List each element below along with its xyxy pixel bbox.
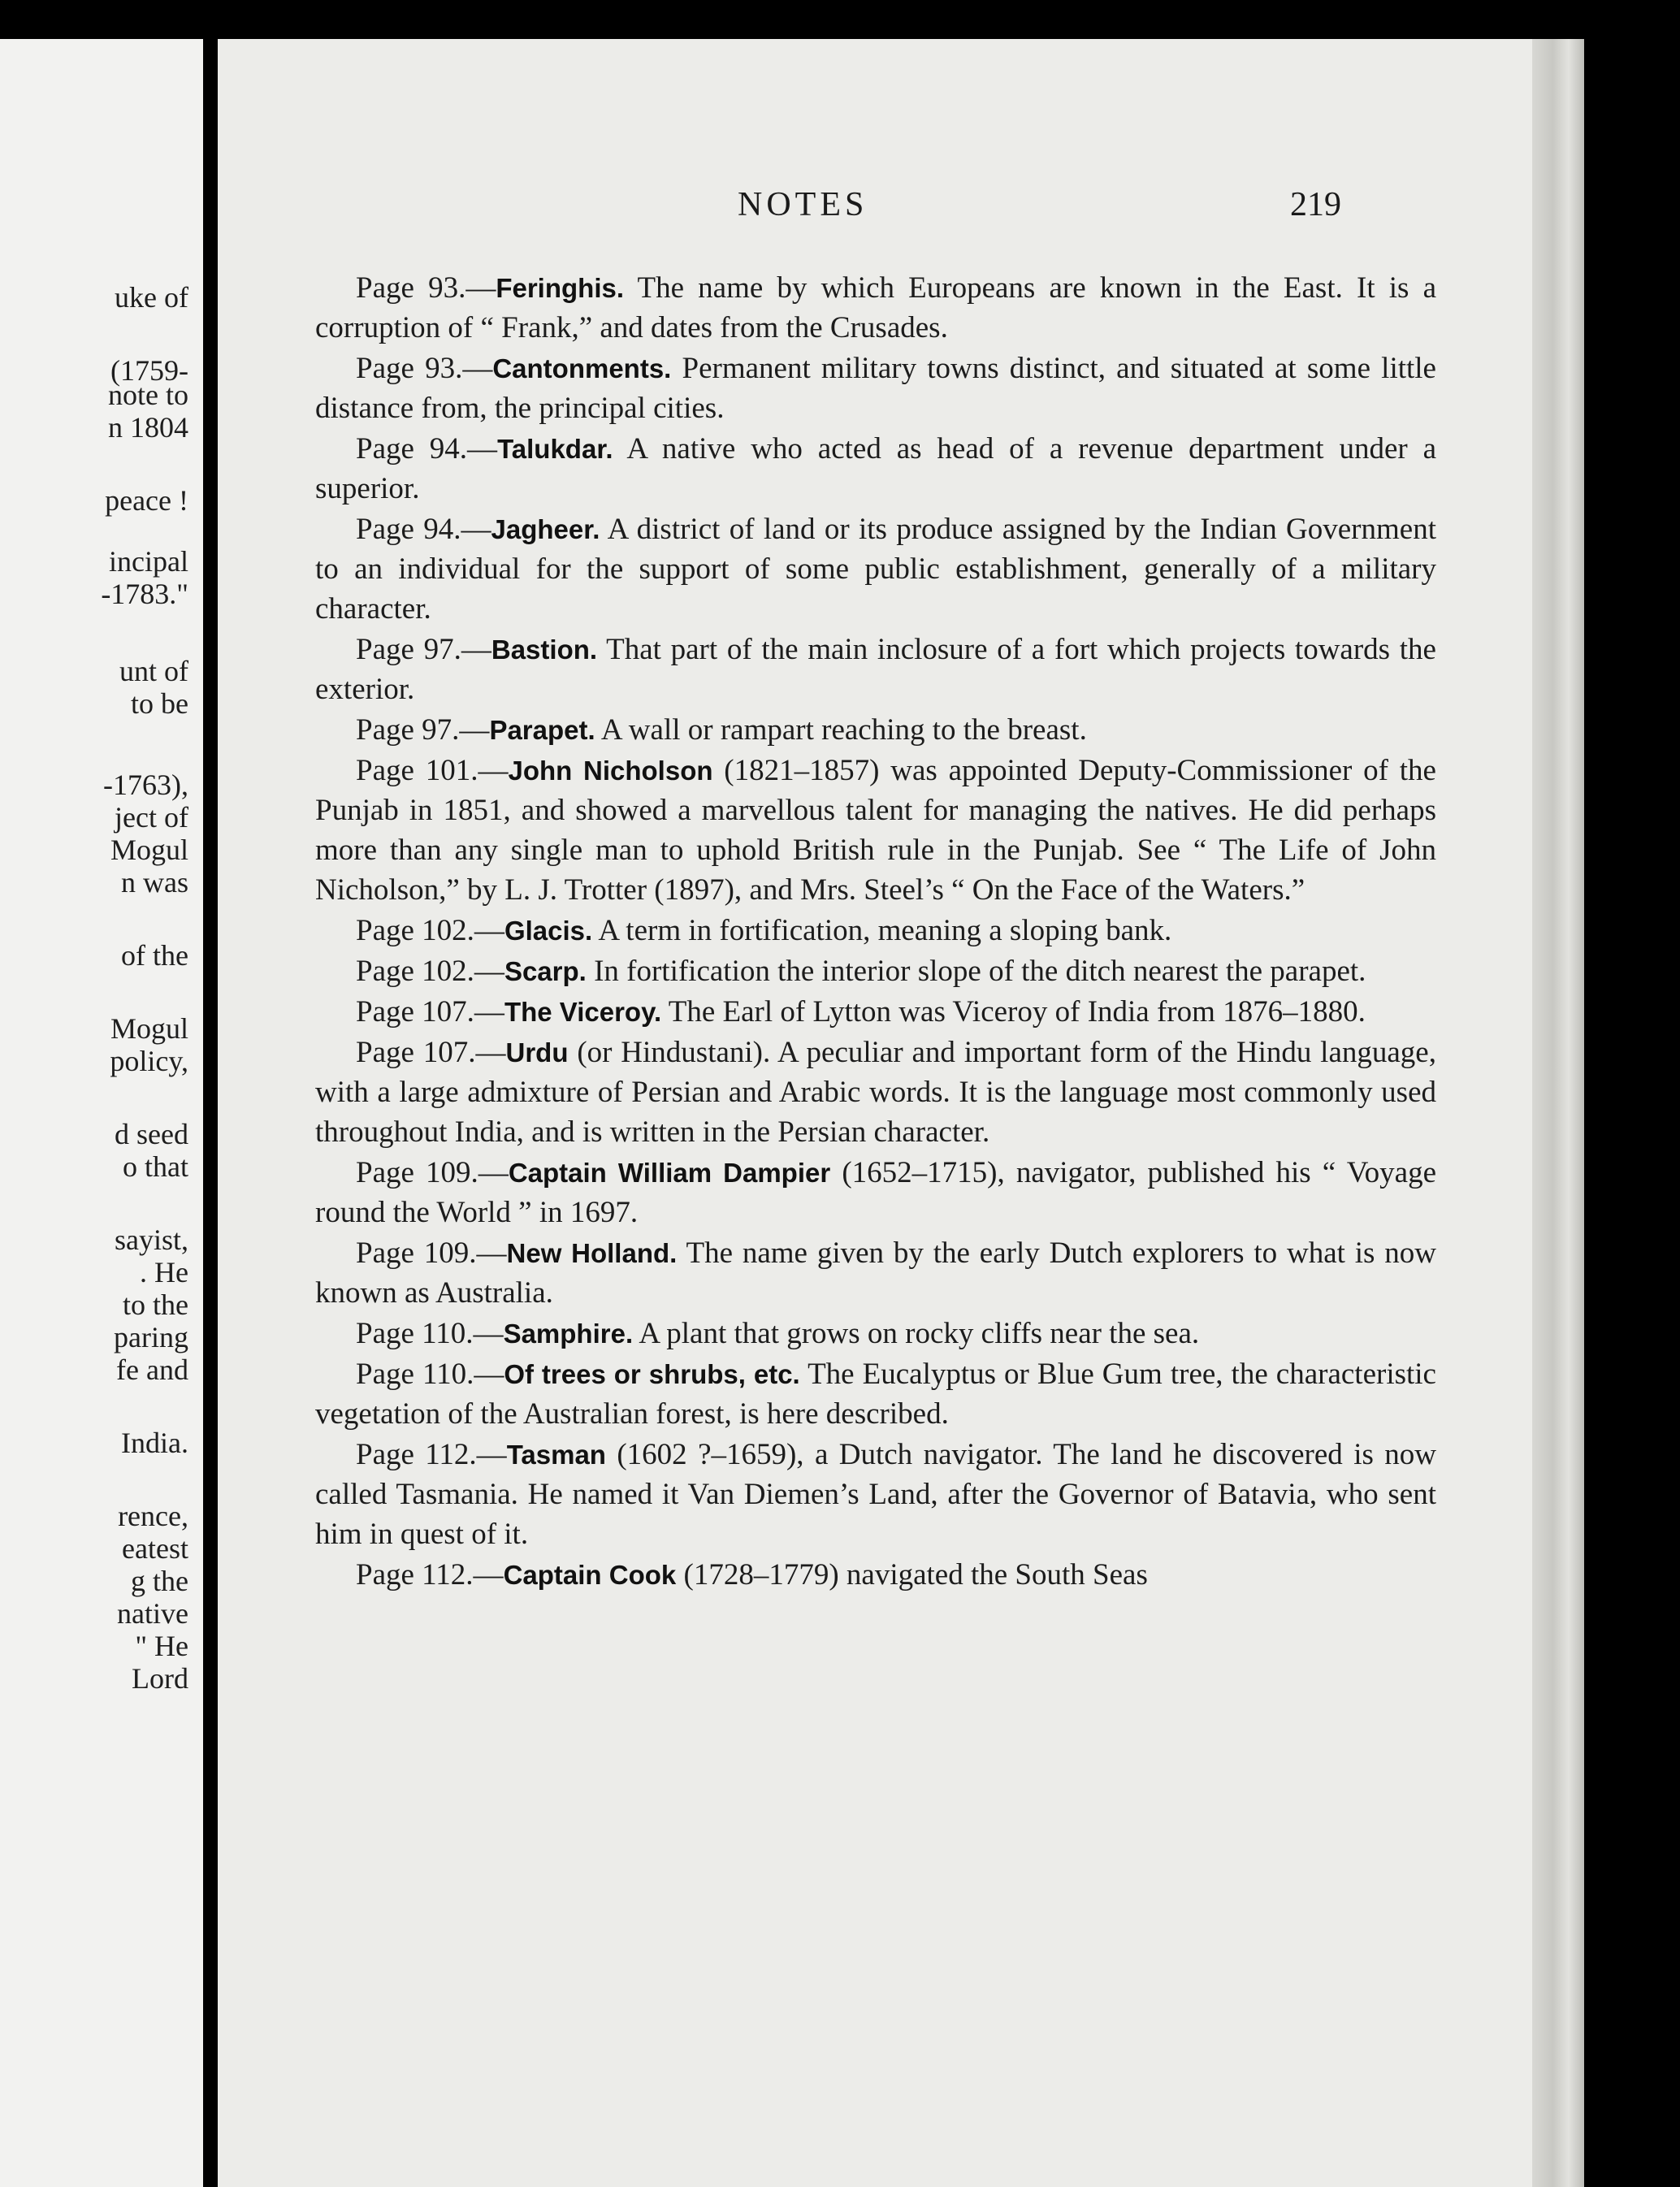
previous-page-line: " He [135, 1630, 188, 1662]
previous-page-line: rence, [118, 1500, 188, 1532]
previous-page-line: note to [108, 379, 188, 411]
note-page-ref: Page 101.— [356, 754, 509, 787]
note-page-ref: Page 109.— [356, 1236, 507, 1270]
note-term: Captain William Dampier [508, 1158, 831, 1188]
note-text: A district of land or its produce assigned by the Indian Government to an individual for the support of some public establishment, generally of a military character. [315, 513, 1436, 626]
note-entry [315, 349, 1436, 428]
previous-page-line: India. [121, 1427, 188, 1459]
previous-page-line: to the [123, 1288, 188, 1321]
note-text: A term in fortification, meaning a sloping bank. [592, 914, 1172, 947]
previous-page-line: d seed [115, 1118, 188, 1150]
page-edge [1532, 39, 1584, 2187]
note-text: The name given by the early Dutch explorers to what is now known as Australia. [315, 1236, 1436, 1310]
previous-page-line: ject of [115, 801, 188, 834]
note-text: A plant that grows on rocky cliffs near the sea. [633, 1317, 1200, 1350]
page-number: 219 [1290, 186, 1341, 223]
previous-page-line: . He [140, 1256, 188, 1288]
note-entry [315, 911, 1436, 951]
previous-page-line: o that [123, 1150, 188, 1183]
note-page-ref: Page 97.— [356, 633, 491, 666]
previous-page-line: Mogul [110, 1012, 188, 1045]
running-head [218, 185, 1532, 234]
note-term: Samphire. [503, 1319, 634, 1349]
previous-page-line: sayist, [114, 1223, 188, 1256]
previous-page-line: paring [114, 1321, 188, 1353]
note-entry [315, 1555, 1436, 1595]
note-entry [315, 710, 1436, 750]
note-term: Glacis. [504, 916, 593, 946]
note-term: Talukdar. [497, 434, 613, 464]
note-term: Of trees or shrubs, etc. [504, 1359, 800, 1389]
note-term: Bastion. [491, 634, 598, 665]
previous-page-line: policy, [110, 1045, 188, 1077]
note-entry [315, 951, 1436, 991]
note-term: Parapet. [489, 715, 595, 745]
note-text: The Eucalyptus or Blue Gum tree, the characteristic vegetation of the Australian forest, is here described. [315, 1358, 1436, 1431]
previous-page-line: of the [121, 939, 188, 972]
note-page-ref: Page 102.— [356, 955, 504, 988]
previous-page-line: uke of [115, 281, 188, 314]
note-text: In fortification the interior slope of the ditch nearest the parapet. [586, 955, 1366, 988]
note-term: John Nicholson [508, 756, 713, 786]
previous-page-line: n was [121, 866, 188, 899]
note-term: Feringhis. [496, 273, 625, 303]
previous-page-line: n 1804 [108, 411, 188, 444]
notes-list [315, 268, 1436, 1596]
note-page-ref: Page 112.— [356, 1558, 504, 1592]
note-term: Scarp. [504, 956, 587, 986]
note-entry [315, 1033, 1436, 1152]
note-entry [315, 268, 1436, 348]
page-title: NOTES [738, 186, 868, 223]
note-entry [315, 509, 1436, 629]
note-page-ref: Page 102.— [356, 914, 504, 947]
note-page-ref: Page 93.— [356, 271, 496, 305]
previous-page-line: incipal [109, 545, 188, 578]
note-page-ref: Page 107.— [356, 1036, 506, 1069]
note-page-ref: Page 94.— [356, 432, 498, 466]
note-text: (1602 ?–1659), a Dutch navigator. The land he discovered is now called Tasmania. He named it Van Diemen’s Land, after the Governor of Batavia, who sent him in quest of it. [315, 1438, 1436, 1551]
note-text: (or Hindustani). A peculiar and important form of the Hindu language, with a large admixture of Persian and Arabic words. It is the language most commonly used throughout India, and is written in the Persian character. [315, 1036, 1436, 1149]
previous-page-strip [0, 39, 203, 2187]
note-entry [315, 1354, 1436, 1434]
previous-page-line: to be [131, 687, 188, 720]
note-text: Permanent military towns distinct, and situated at some little distance from, the principal cities. [315, 352, 1436, 425]
previous-page-line: fe and [116, 1353, 188, 1386]
note-text: (1728–1779) navigated the South Seas [676, 1558, 1148, 1592]
note-text: A wall or rampart reaching to the breast. [595, 713, 1087, 747]
note-page-ref: Page 94.— [356, 513, 491, 546]
book-page [218, 39, 1532, 2187]
note-term: Tasman [506, 1440, 606, 1470]
previous-page-line: Lord [132, 1662, 188, 1695]
note-term: New Holland. [506, 1238, 678, 1268]
previous-page-line: -1763), [103, 769, 188, 801]
note-entry [315, 1314, 1436, 1353]
previous-page-line: eatest [122, 1532, 188, 1565]
note-page-ref: Page 110.— [356, 1358, 504, 1391]
note-page-ref: Page 110.— [356, 1317, 504, 1350]
note-page-ref: Page 93.— [356, 352, 493, 385]
previous-page-line: g the [131, 1565, 188, 1597]
note-term: Captain Cook [503, 1560, 677, 1590]
note-entry [315, 630, 1436, 709]
note-term: The Viceroy. [504, 997, 662, 1027]
previous-page-line: Mogul [110, 834, 188, 866]
note-text: That part of the main inclosure of a fort which projects towards the exterior. [315, 633, 1436, 706]
note-entry [315, 992, 1436, 1032]
note-entry [315, 1153, 1436, 1232]
note-page-ref: Page 112.— [356, 1438, 507, 1471]
note-entry [315, 751, 1436, 910]
note-page-ref: Page 97.— [356, 713, 490, 747]
note-term: Jagheer. [491, 514, 600, 544]
note-text: The Earl of Lytton was Viceroy of India from 1876–1880. [661, 995, 1366, 1029]
note-page-ref: Page 109.— [356, 1156, 509, 1189]
note-term: Urdu [505, 1037, 569, 1068]
previous-page-line: (1759- [110, 354, 188, 387]
scan-border [1584, 0, 1680, 2187]
note-entry [315, 429, 1436, 509]
note-text: The name by which Europeans are known in the East. It is a corruption of “ Frank,” and dates from the Crusades. [315, 271, 1436, 344]
previous-page-line: -1783." [101, 578, 188, 610]
note-text: A native who acted as head of a revenue department under a superior. [315, 432, 1436, 505]
note-text: (1821–1857) was appointed Deputy-Commissioner of the Punjab in 1851, and showed a marvellous talent for managing the natives. He did perhaps more than any single man to uphold British rule in the Punjab. See “ The Life of John Nicholson,” by L. J. Trotter (1897), and Mrs. Steel’s “ On the Face of the Waters.” [315, 754, 1436, 907]
note-term: Cantonments. [492, 353, 672, 383]
book-gutter [203, 39, 218, 2187]
previous-page-text [0, 39, 203, 2187]
previous-page-line: native [117, 1597, 188, 1630]
note-page-ref: Page 107.— [356, 995, 504, 1029]
note-entry [315, 1435, 1436, 1554]
previous-page-line: unt of [119, 655, 188, 687]
previous-page-line: peace ! [105, 484, 188, 517]
note-entry [315, 1233, 1436, 1313]
note-text: (1652–1715), navigator, published his “ Voyage round the World ” in 1697. [315, 1156, 1436, 1229]
